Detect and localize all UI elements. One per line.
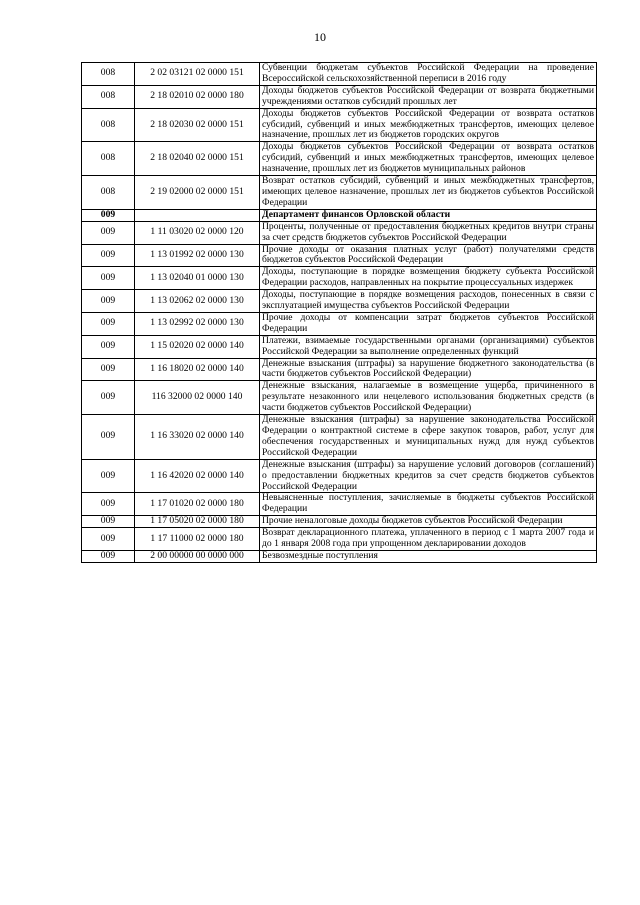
table-row: [82, 176, 597, 210]
table-row: [82, 63, 597, 86]
page-number: 10: [314, 30, 326, 44]
admin-code-cell: 009: [82, 381, 135, 415]
admin-code-cell: 008: [82, 63, 135, 86]
admin-code-cell: 008: [82, 176, 135, 210]
revenue-code-cell: 1 16 18020 02 0000 140: [135, 358, 260, 381]
revenue-name-cell: Денежные взыскания (штрафы) за нарушение бюджетного законодательства (в части бюджетов субъектов Российской Федерации): [260, 358, 597, 381]
admin-code-cell: 008: [82, 85, 135, 108]
admin-code-cell: 009: [82, 290, 135, 313]
table-row: [82, 85, 597, 108]
revenue-name-cell: Прочие доходы от оказания платных услуг (работ) получателями средств бюджетов субъектов Российской Федерации: [260, 244, 597, 267]
revenue-code-cell: 1 17 11000 02 0000 180: [135, 528, 260, 551]
revenue-name-cell: Денежные взыскания (штрафы) за нарушение законодательства Российской Федерации о контрактной системе в сфере закупок товаров, работ, услуг для обеспечения государственных и муниципальных нужд для нужд субъектов Российской Федерации: [260, 415, 597, 460]
admin-code-cell: 009: [82, 335, 135, 358]
revenue-name-cell: Невыясненные поступления, зачисляемые в бюджеты субъектов Российской Федерации: [260, 493, 597, 516]
revenue-code-cell: 116 32000 02 0000 140: [135, 381, 260, 415]
table-row: [82, 528, 597, 551]
table-row: [82, 267, 597, 290]
admin-code-cell: 009: [82, 415, 135, 460]
revenue-name-cell: Департамент финансов Орловской области: [260, 209, 597, 221]
admin-code-cell: 009: [82, 459, 135, 493]
admin-code-cell: 008: [82, 108, 135, 142]
section-header-row: [82, 209, 597, 221]
admin-code-cell: 009: [82, 221, 135, 244]
admin-code-cell: 009: [82, 493, 135, 516]
table-row: [82, 142, 597, 176]
revenue-code-cell: 1 11 03020 02 0000 120: [135, 221, 260, 244]
table-row: [82, 550, 597, 562]
revenue-name-cell: Доходы бюджетов субъектов Российской Федерации от возврата бюджетными учреждениями остатков субсидий прошлых лет: [260, 85, 597, 108]
revenue-classification-table: [81, 62, 597, 563]
table-row: [82, 244, 597, 267]
admin-code-cell: 009: [82, 244, 135, 267]
revenue-name-cell: Денежные взыскания (штрафы) за нарушение условий договоров (соглашений) о предоставлении бюджетных кредитов за счет средств бюджетов субъектов Российской Федерации: [260, 459, 597, 493]
revenue-code-cell: 1 16 33020 02 0000 140: [135, 415, 260, 460]
revenue-name-cell: Платежи, взимаемые государственными органами (организациями) субъектов Российской Федерации за выполнение определенных функций: [260, 335, 597, 358]
revenue-name-cell: Возврат декларационного платежа, уплаченного в период с 1 марта 2007 года и до 1 января 2008 года при упрощенном декларировании доходов: [260, 528, 597, 551]
table-row: [82, 290, 597, 313]
revenue-code-cell: 1 13 02062 02 0000 130: [135, 290, 260, 313]
revenue-code-cell: 2 18 02030 02 0000 151: [135, 108, 260, 142]
table-row: [82, 312, 597, 335]
table-row: [82, 381, 597, 415]
admin-code-cell: 009: [82, 550, 135, 562]
revenue-code-cell: 2 00 00000 00 0000 000: [135, 550, 260, 562]
table-row: [82, 108, 597, 142]
revenue-code-cell: 1 17 01020 02 0000 180: [135, 493, 260, 516]
table-row: [82, 335, 597, 358]
revenue-code-cell: 1 13 02040 01 0000 130: [135, 267, 260, 290]
table-body: [82, 63, 597, 563]
revenue-code-cell: 2 19 02000 02 0000 151: [135, 176, 260, 210]
table-row: [82, 459, 597, 493]
revenue-code-cell: 2 18 02010 02 0000 180: [135, 85, 260, 108]
revenue-code-cell: [135, 209, 260, 221]
revenue-name-cell: Возврат остатков субсидий, субвенций и иных межбюджетных трансфертов, имеющих целевое назначение, прошлых лет из бюджетов субъектов Российской Федерации: [260, 176, 597, 210]
admin-code-cell: 009: [82, 209, 135, 221]
revenue-code-cell: 2 18 02040 02 0000 151: [135, 142, 260, 176]
revenue-code-cell: 1 17 05020 02 0000 180: [135, 516, 260, 528]
admin-code-cell: 009: [82, 312, 135, 335]
revenue-name-cell: Доходы, поступающие в порядке возмещения расходов, понесенных в связи с эксплуатацией имущества субъектов Российской Федерации: [260, 290, 597, 313]
revenue-name-cell: Проценты, полученные от предоставления бюджетных кредитов внутри страны за счет средств бюджетов субъектов Российской Федерации: [260, 221, 597, 244]
revenue-name-cell: Доходы, поступающие в порядке возмещения бюджету субъекта Российской Федерации расходов, направленных на покрытие процессуальных издержек: [260, 267, 597, 290]
revenue-name-cell: Безвозмездные поступления: [260, 550, 597, 562]
table-row: [82, 415, 597, 460]
table-row: [82, 358, 597, 381]
revenue-code-cell: 2 02 03121 02 0000 151: [135, 63, 260, 86]
revenue-name-cell: Прочие неналоговые доходы бюджетов субъектов Российской Федерации: [260, 516, 597, 528]
revenue-code-cell: 1 16 42020 02 0000 140: [135, 459, 260, 493]
revenue-code-cell: 1 13 01992 02 0000 130: [135, 244, 260, 267]
admin-code-cell: 009: [82, 528, 135, 551]
revenue-name-cell: Денежные взыскания, налагаемые в возмещение ущерба, причиненного в результате незаконного или нецелевого использования бюджетных средств (в части бюджетов субъектов Российской Федерации): [260, 381, 597, 415]
table-row: [82, 516, 597, 528]
revenue-name-cell: Субвенции бюджетам субъектов Российской Федерации на проведение Всероссийской сельскохозяйственной переписи в 2016 году: [260, 63, 597, 86]
admin-code-cell: 008: [82, 142, 135, 176]
revenue-name-cell: Доходы бюджетов субъектов Российской Федерации от возврата остатков субсидий, субвенций и иных межбюджетных трансфертов, имеющих целевое назначение, прошлых лет из бюджетов городских округов: [260, 108, 597, 142]
revenue-code-cell: 1 13 02992 02 0000 130: [135, 312, 260, 335]
revenue-name-cell: Прочие доходы от компенсации затрат бюджетов субъектов Российской Федерации: [260, 312, 597, 335]
table-row: [82, 493, 597, 516]
admin-code-cell: 009: [82, 516, 135, 528]
revenue-name-cell: Доходы бюджетов субъектов Российской Федерации от возврата остатков субсидий, субвенций и иных межбюджетных трансфертов, имеющих целевое назначение, прошлых лет из бюджетов муниципальных районов: [260, 142, 597, 176]
table-row: [82, 221, 597, 244]
admin-code-cell: 009: [82, 358, 135, 381]
admin-code-cell: 009: [82, 267, 135, 290]
revenue-code-cell: 1 15 02020 02 0000 140: [135, 335, 260, 358]
